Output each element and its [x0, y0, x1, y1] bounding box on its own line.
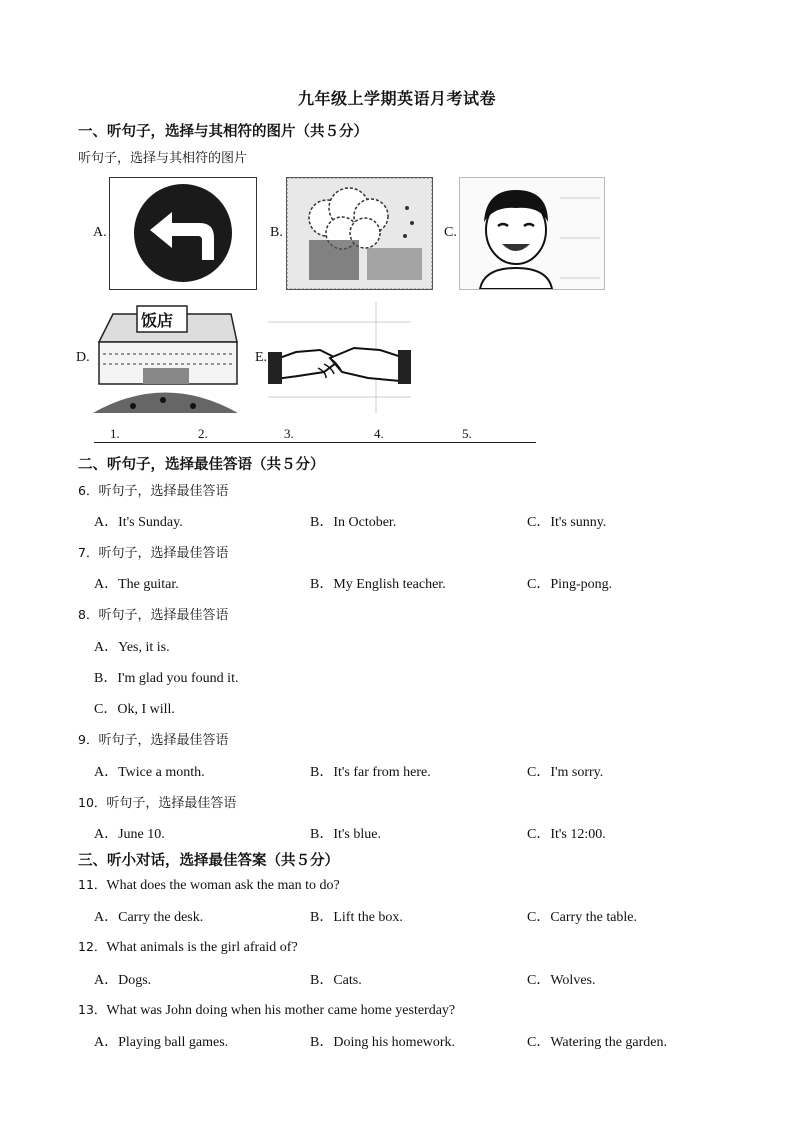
answer-blank-1[interactable]: 1. [110, 426, 120, 441]
q12-option-b[interactable]: B．Cats. [310, 973, 362, 988]
picture-label-a: A. [93, 225, 107, 240]
handshake-icon [268, 302, 411, 413]
q10-option-c[interactable]: C．It's 12:00. [527, 827, 606, 842]
question-12: 12．What animals is the girl afraid of? [78, 939, 298, 955]
q10-option-b[interactable]: B．It's blue. [310, 827, 381, 842]
q8-option-a[interactable]: A．Yes, it is. [94, 640, 170, 655]
q6-option-c[interactable]: C．It's sunny. [527, 515, 607, 530]
q7-option-a[interactable]: A．The guitar. [94, 577, 179, 592]
weather-clouds-icon [286, 177, 433, 290]
answer-blank-3[interactable]: 3. [284, 426, 294, 441]
q11-option-c[interactable]: C．Carry the table. [527, 910, 638, 925]
answer-blanks [94, 426, 536, 443]
restaurant-sign: 饭店 [141, 311, 174, 330]
picture-label-c: C. [444, 225, 457, 240]
q8-option-c[interactable]: C．Ok, I will. [94, 702, 175, 717]
question-11: 11．What does the woman ask the man to do? [78, 877, 340, 893]
q9-option-a[interactable]: A．Twice a month. [94, 765, 205, 780]
q9-option-b[interactable]: B．It's far from here. [310, 765, 431, 780]
question-6: 6．听句子，选择最佳答语 [78, 483, 229, 499]
page-title: 九年级上学期英语月考试卷 [297, 89, 496, 108]
section-2-heading: 二、听句子，选择最佳答语（共５分） [78, 457, 325, 473]
question-9: 9．听句子，选择最佳答语 [78, 732, 229, 748]
q6-option-b[interactable]: B．In October. [310, 515, 397, 530]
answer-blank-2[interactable]: 2. [198, 426, 208, 441]
turn-left-sign-icon [109, 177, 257, 290]
q12-option-a[interactable]: A．Dogs. [94, 973, 152, 988]
q13-option-b[interactable]: B．Doing his homework. [310, 1035, 456, 1050]
answer-blank-4[interactable]: 4. [374, 426, 384, 441]
q6-option-a[interactable]: A．It's Sunday. [94, 515, 183, 530]
smiling-boy-icon [459, 177, 605, 290]
restaurant-building-icon [93, 302, 238, 413]
section-1-instruction: 听句子，选择与其相符的图片 [78, 151, 248, 166]
picture-label-b: B. [270, 225, 283, 240]
q11-option-b[interactable]: B．Lift the box. [310, 910, 403, 925]
question-13: 13．What was John doing when his mother came home yesterday? [78, 1002, 456, 1018]
q12-option-c[interactable]: C．Wolves. [527, 973, 596, 988]
q10-option-a[interactable]: A．June 10. [94, 827, 165, 842]
q9-option-c[interactable]: C．I'm sorry. [527, 765, 604, 780]
picture-label-d: D. [76, 350, 90, 365]
q13-option-a[interactable]: A．Playing ball games. [94, 1035, 229, 1050]
q7-option-c[interactable]: C．Ping-pong. [527, 577, 613, 592]
answer-blank-5[interactable]: 5. [462, 426, 472, 441]
question-7: 7．听句子，选择最佳答语 [78, 545, 229, 561]
question-8: 8．听句子，选择最佳答语 [78, 607, 229, 623]
q11-option-a[interactable]: A．Carry the desk. [94, 910, 204, 925]
q7-option-b[interactable]: B．My English teacher. [310, 577, 446, 592]
picture-label-e: E. [255, 350, 268, 365]
section-3-heading: 三、听小对话，选择最佳答案（共５分） [78, 853, 339, 869]
q13-option-c[interactable]: C．Watering the garden. [527, 1035, 667, 1050]
section-1-heading: 一、听句子，选择与其相符的图片（共５分） [78, 124, 368, 140]
question-10: 10．听句子，选择最佳答语 [78, 795, 237, 811]
q8-option-b[interactable]: B．I'm glad you found it. [94, 671, 239, 686]
